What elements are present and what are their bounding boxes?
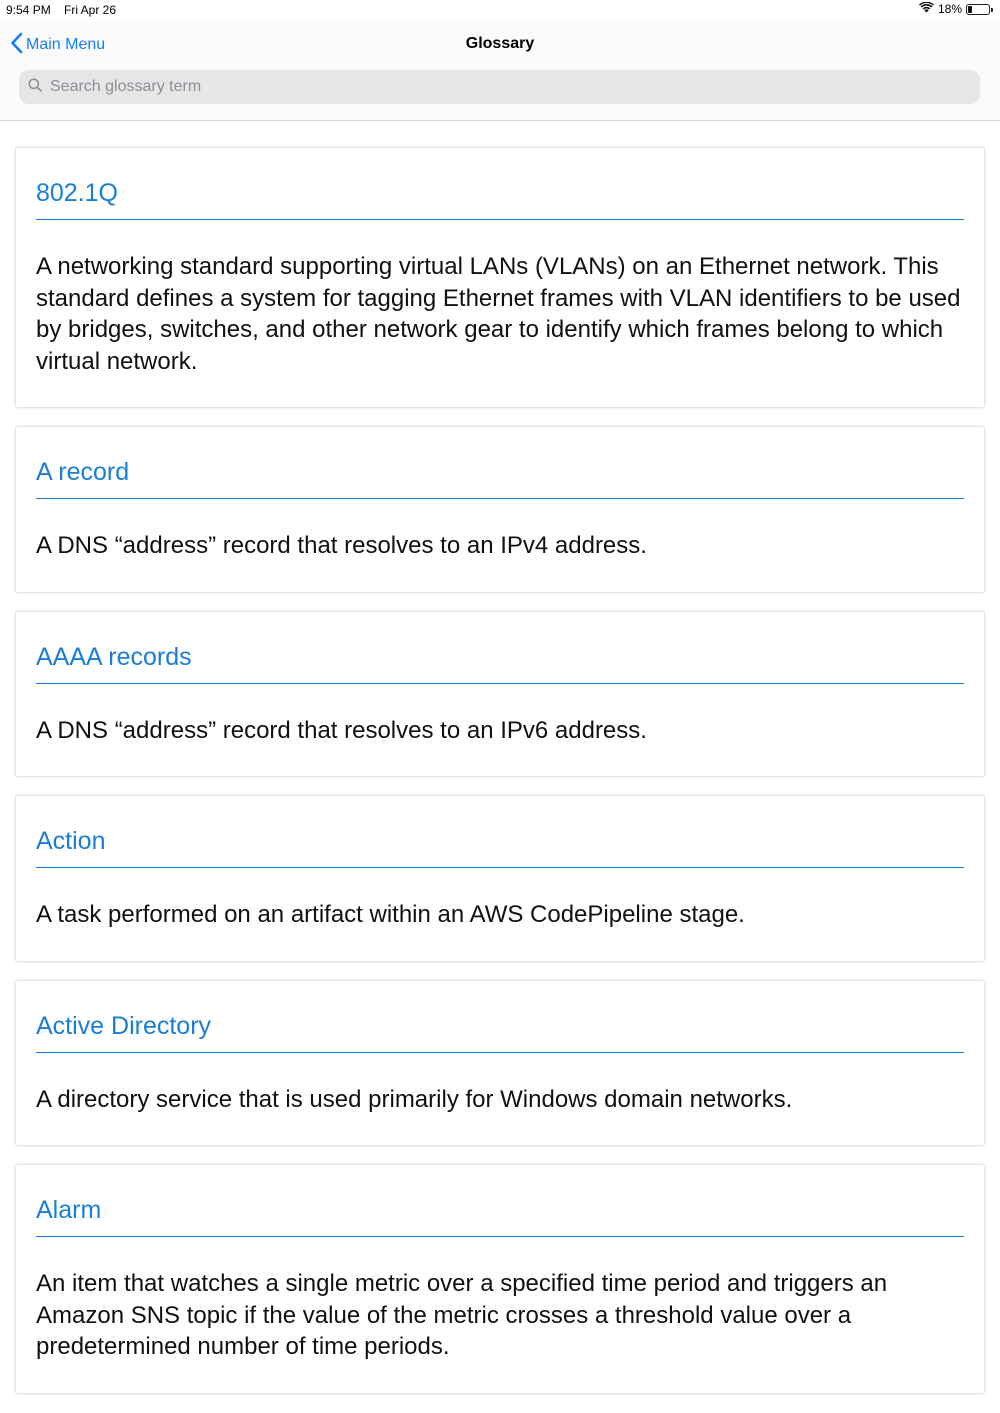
- battery-icon: [966, 4, 990, 15]
- status-time: 9:54 PM: [6, 3, 51, 17]
- glossary-entry[interactable]: [16, 427, 984, 592]
- status-indicators: [919, 2, 990, 16]
- battery-percent: 18%: [937, 2, 962, 16]
- glossary-term: Action: [36, 796, 964, 868]
- glossary-entry[interactable]: [16, 981, 984, 1146]
- glossary-definition: A networking standard supporting virtual LANs (VLANs) on an Ethernet network. This standard defines a system for tagging Ethernet frames with VLAN identifiers to be used by bridges, switches, and other network gear to identify which frames belong to which virtual network.: [36, 253, 961, 375]
- search-icon: [28, 78, 48, 97]
- glossary-definition: A DNS “address” record that resolves to an IPv6 address.: [36, 716, 647, 744]
- wifi-icon: [919, 2, 934, 16]
- glossary-entry[interactable]: [16, 148, 984, 407]
- glossary-definition: A task performed on an artifact within an AWS CodePipeline stage.: [36, 901, 745, 928]
- glossary-term: 802.1Q: [36, 148, 964, 220]
- glossary-term: A record: [36, 427, 964, 499]
- glossary-definition: A directory service that is used primarily for Windows domain networks.: [36, 1085, 793, 1113]
- glossary-definition: An item that watches a single metric over a specified time period and triggers an Amazon SNS topic if the value of the metric crosses a threshold value over a predetermined number of time periods.: [36, 1270, 888, 1360]
- glossary-term: Alarm: [36, 1165, 964, 1237]
- glossary-entry[interactable]: [16, 1165, 984, 1393]
- glossary-entry[interactable]: [16, 612, 984, 777]
- glossary-entry[interactable]: [16, 796, 984, 961]
- glossary-term: Active Directory: [36, 981, 964, 1053]
- status-date: Fri Apr 26: [64, 3, 117, 17]
- glossary-definition: A DNS “address” record that resolves to an IPv4 address.: [36, 532, 647, 559]
- search-bar[interactable]: [19, 70, 980, 104]
- search-input[interactable]: [48, 77, 952, 97]
- back-button-label: Main Menu: [26, 36, 106, 53]
- page-title: Glossary: [465, 35, 535, 52]
- glossary-list: [16, 148, 984, 1413]
- battery-level: [968, 6, 972, 13]
- status-bar: [0, 0, 1000, 22]
- glossary-term: AAAA records: [36, 612, 964, 684]
- navigation-bar: [0, 22, 1000, 121]
